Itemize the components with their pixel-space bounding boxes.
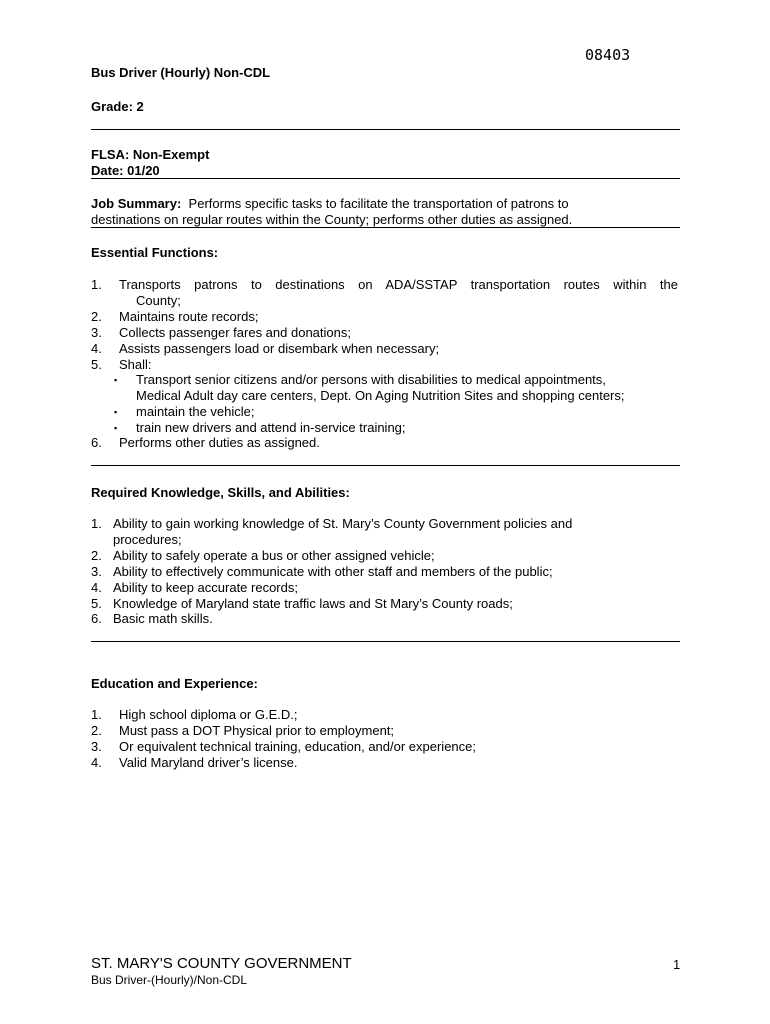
list-number: 1. — [91, 277, 102, 292]
job-summary-label: Job Summary: — [91, 196, 182, 211]
list-number: 2. — [91, 723, 102, 738]
list-item: Assists passengers load or disembark when necessary; — [119, 341, 440, 356]
footer-document-title: Bus Driver-(Hourly)/Non-CDL — [91, 973, 248, 987]
list-number: 4. — [91, 755, 102, 770]
list-item: Must pass a DOT Physical prior to employment; — [119, 723, 395, 738]
list-number: 2. — [91, 548, 102, 563]
divider — [91, 465, 680, 466]
list-item-continued: procedures; — [113, 532, 182, 547]
list-item: High school diploma or G.E.D.; — [119, 707, 298, 722]
list-number: 6. — [91, 435, 102, 450]
list-number: 3. — [91, 739, 102, 754]
list-number: 2. — [91, 309, 102, 324]
page-number: 1 — [673, 957, 681, 972]
list-item: Or equivalent technical training, education, and/or experience; — [119, 739, 476, 754]
job-title: Bus Driver (Hourly) Non-CDL — [91, 65, 271, 80]
list-number: 1. — [91, 516, 102, 531]
list-item: Shall: — [119, 357, 152, 372]
divider — [91, 641, 680, 642]
divider — [91, 227, 680, 228]
revision-date: Date: 01/20 — [91, 163, 160, 178]
document-code: 08403 — [585, 46, 631, 64]
bullet-item-continued: Medical Adult day care centers, Dept. On Aging Nutrition Sites and shopping centers; — [136, 388, 625, 403]
essential-functions-heading: Essential Functions: — [91, 245, 219, 260]
divider — [91, 129, 680, 130]
list-number: 5. — [91, 596, 102, 611]
job-grade: Grade: 2 — [91, 99, 144, 114]
list-item: Collects passenger fares and donations; — [119, 325, 351, 340]
education-heading: Education and Experience: — [91, 676, 258, 691]
job-summary-line-1 — [91, 196, 569, 212]
list-item: Maintains route records; — [119, 309, 259, 324]
bullet-icon: ▪ — [114, 407, 118, 417]
list-item: Transports patrons to destinations on ADA/SSTAP transportation routes within the — [119, 277, 678, 292]
list-number: 6. — [91, 611, 102, 626]
bullet-item: maintain the vehicle; — [136, 404, 255, 419]
list-item: Valid Maryland driver’s license. — [119, 755, 298, 770]
bullet-item: Transport senior citizens and/or persons with disabilities to medical appointments, — [136, 372, 606, 387]
list-number: 3. — [91, 325, 102, 340]
list-item: Ability to keep accurate records; — [113, 580, 298, 595]
list-item: Ability to safely operate a bus or other assigned vehicle; — [113, 548, 435, 563]
list-number: 4. — [91, 341, 102, 356]
divider — [91, 178, 680, 179]
ksa-heading: Required Knowledge, Skills, and Abilities: — [91, 485, 350, 500]
list-number: 1. — [91, 707, 102, 722]
list-number: 4. — [91, 580, 102, 595]
bullet-icon: ▪ — [114, 375, 118, 385]
list-item: Knowledge of Maryland state traffic laws and St Mary’s County roads; — [113, 596, 513, 611]
list-item: Performs other duties as assigned. — [119, 435, 320, 450]
list-number: 3. — [91, 564, 102, 579]
list-item: Ability to gain working knowledge of St. Mary’s County Government policies and — [113, 516, 573, 531]
bullet-item: train new drivers and attend in-service training; — [136, 420, 406, 435]
footer-organization: ST. MARY'S COUNTY GOVERNMENT — [91, 955, 352, 972]
job-summary-text: Performs specific tasks to facilitate the transportation of patrons to — [188, 196, 569, 211]
job-summary-line-2: destinations on regular routes within the County; performs other duties as assigned. — [91, 212, 573, 227]
list-item: Basic math skills. — [113, 611, 213, 626]
flsa-status: FLSA: Non-Exempt — [91, 147, 210, 162]
list-number: 5. — [91, 357, 102, 372]
list-item: Ability to effectively communicate with other staff and members of the public; — [113, 564, 553, 579]
bullet-icon: ▪ — [114, 423, 118, 433]
list-item-continued: County; — [136, 293, 181, 308]
